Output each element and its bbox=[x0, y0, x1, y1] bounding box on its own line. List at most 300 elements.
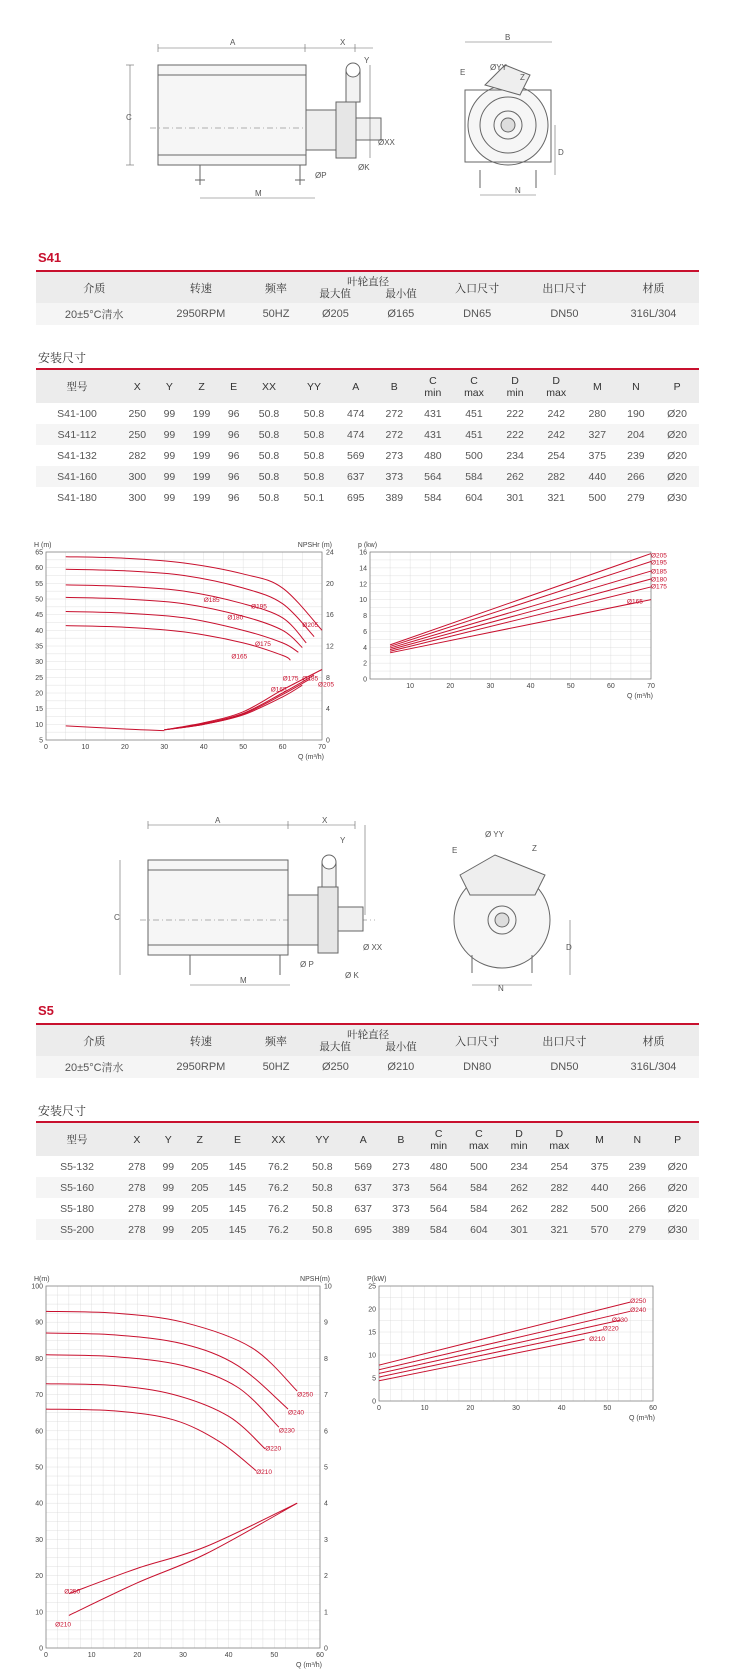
spec-cell: 50HZ bbox=[249, 303, 302, 325]
dim-header: Y bbox=[156, 1123, 181, 1156]
table-cell: 50.8 bbox=[300, 1177, 344, 1198]
table-cell: Ø30 bbox=[656, 1219, 699, 1240]
series-label: Ø180 bbox=[651, 576, 667, 584]
dim-header bbox=[420, 1123, 458, 1156]
x-tick-label: 40 bbox=[199, 744, 208, 751]
dim-z-label: Z bbox=[520, 73, 525, 82]
x-tick-label: 50 bbox=[566, 683, 575, 690]
npsh-line-Ø185 bbox=[164, 675, 314, 730]
y2-tick-label: 6 bbox=[324, 1428, 328, 1436]
series-label: Ø205 bbox=[651, 552, 667, 560]
chart-grid bbox=[46, 1286, 320, 1648]
spec-cell: DN80 bbox=[434, 1056, 521, 1078]
chart-grid bbox=[46, 552, 322, 740]
dim-yy-label: ØYY bbox=[490, 63, 507, 72]
table-cell: 99 bbox=[156, 1198, 181, 1219]
y-tick-label: 10 bbox=[368, 1352, 376, 1360]
dim-header-top: C bbox=[429, 374, 437, 387]
table-cell: 239 bbox=[617, 445, 656, 466]
s5-power-chart bbox=[362, 1268, 682, 1428]
series-label: Ø220 bbox=[265, 1445, 282, 1453]
spec-header-group bbox=[303, 272, 434, 303]
dim-p-label: ØP bbox=[315, 171, 327, 180]
spec-header: 最大值 bbox=[319, 1040, 351, 1053]
y2-axis-label: NPSHr (m) bbox=[297, 542, 332, 549]
table-cell: 474 bbox=[336, 424, 375, 445]
s5-dim-title: 安装尺寸 bbox=[38, 1104, 87, 1118]
table-cell: 321 bbox=[538, 1219, 581, 1240]
table-cell: 278 bbox=[118, 1198, 156, 1219]
table-row bbox=[36, 1219, 699, 1240]
series-label: Ø185 bbox=[651, 568, 667, 576]
table-cell: 50.8 bbox=[300, 1198, 344, 1219]
x-tick-label: 60 bbox=[606, 683, 615, 690]
spec-cell: Ø165 bbox=[368, 303, 433, 325]
x-tick-label: 40 bbox=[526, 683, 535, 690]
dim-header bbox=[458, 1123, 501, 1156]
x-tick-label: 20 bbox=[120, 744, 129, 751]
s41-dim-table bbox=[36, 370, 699, 508]
table-cell: 637 bbox=[344, 1177, 382, 1198]
dim-header-top: D bbox=[515, 1127, 523, 1140]
table-cell: 254 bbox=[534, 445, 578, 466]
y2-tick-label: 9 bbox=[324, 1319, 328, 1327]
table-cell: 637 bbox=[336, 466, 375, 487]
dim-b-label: B bbox=[505, 33, 511, 42]
spec-header-group bbox=[303, 1025, 434, 1056]
spec-cell: 316L/304 bbox=[608, 303, 699, 325]
spec-header: 叶轮直径 bbox=[347, 275, 390, 288]
dim-header-bottom: max bbox=[464, 386, 484, 399]
table-cell: 584 bbox=[458, 1177, 501, 1198]
table-cell: 205 bbox=[181, 1177, 219, 1198]
table-cell: S5-180 bbox=[36, 1198, 118, 1219]
spec-header: 叶轮直径 bbox=[347, 1028, 390, 1041]
table-cell: Ø20 bbox=[656, 1177, 699, 1198]
table-cell: 250 bbox=[118, 424, 157, 445]
s41-power-chart bbox=[360, 532, 680, 707]
x-tick-label: 10 bbox=[406, 683, 415, 690]
dim-header-bottom: max bbox=[468, 1139, 489, 1152]
npsh-label: Ø210 bbox=[55, 1621, 72, 1629]
y2-tick-label: 7 bbox=[324, 1392, 328, 1400]
y2-tick-label: 16 bbox=[326, 612, 334, 620]
y-tick-label: 5 bbox=[39, 737, 43, 745]
table-row bbox=[36, 466, 699, 487]
table-cell: 96 bbox=[221, 403, 247, 424]
dim-x-label: X bbox=[340, 38, 346, 47]
x-tick-label: 50 bbox=[270, 1652, 279, 1659]
chart-grid bbox=[370, 552, 651, 679]
table-cell: 584 bbox=[458, 1198, 501, 1219]
table-cell: Ø30 bbox=[655, 487, 699, 508]
table-cell: 273 bbox=[375, 445, 414, 466]
x-tick-label: 60 bbox=[649, 1405, 657, 1412]
y-tick-label: 5 bbox=[372, 1375, 376, 1383]
s5-head-chart bbox=[30, 1268, 365, 1673]
table-cell: 234 bbox=[500, 1156, 538, 1177]
table-cell: 145 bbox=[219, 1219, 257, 1240]
dim-header-bottom: max bbox=[546, 386, 567, 399]
series-line-Ø230 bbox=[379, 1320, 621, 1373]
table-cell: 321 bbox=[534, 487, 578, 508]
y-tick-label: 10 bbox=[35, 721, 43, 729]
x-tick-label: 50 bbox=[603, 1405, 612, 1412]
s41-side-drawing bbox=[120, 30, 564, 215]
y-tick-label: 90 bbox=[35, 1319, 43, 1327]
table-cell: 199 bbox=[182, 424, 221, 445]
table-cell: 254 bbox=[538, 1156, 581, 1177]
table-cell: 99 bbox=[157, 445, 183, 466]
series-label: Ø210 bbox=[256, 1469, 272, 1477]
x-axis-label: Q (m³/h) bbox=[626, 693, 653, 700]
x-tick-label: 20 bbox=[133, 1652, 142, 1659]
table-cell: 250 bbox=[118, 403, 157, 424]
y-tick-label: 80 bbox=[35, 1355, 43, 1363]
table-cell: 50.8 bbox=[292, 466, 337, 487]
y-tick-label: 10 bbox=[35, 1609, 43, 1617]
series-label: Ø240 bbox=[630, 1307, 647, 1315]
table-cell: 282 bbox=[538, 1177, 581, 1198]
y-tick-label: 60 bbox=[35, 565, 43, 573]
dim-header: E bbox=[221, 370, 247, 403]
dim-header: Z bbox=[181, 1123, 219, 1156]
spec-header: 最小值 bbox=[385, 287, 417, 300]
table-cell: 50.8 bbox=[292, 445, 337, 466]
x-tick-label: 20 bbox=[446, 683, 455, 690]
spec-header: 转速 bbox=[152, 272, 249, 303]
y-tick-label: 25 bbox=[35, 674, 43, 682]
dim-header: 型号 bbox=[36, 370, 118, 403]
table-cell: 199 bbox=[182, 445, 221, 466]
y2-tick-label: 0 bbox=[326, 737, 330, 745]
x-tick-label: 30 bbox=[512, 1405, 520, 1412]
spec-header: 材质 bbox=[608, 1025, 699, 1056]
dim-header: A bbox=[344, 1123, 382, 1156]
spec-cell: DN50 bbox=[521, 1056, 608, 1078]
table-cell: 50.1 bbox=[292, 487, 337, 508]
x-tick-label: 10 bbox=[87, 1652, 96, 1659]
x-tick-label: 60 bbox=[278, 744, 287, 751]
series-label: Ø205 bbox=[302, 622, 319, 630]
series-label: Ø180 bbox=[227, 614, 244, 622]
y-axis-label: p (kw) bbox=[358, 542, 378, 549]
y-tick-label: 12 bbox=[359, 581, 367, 589]
table-cell: 99 bbox=[157, 466, 183, 487]
table-row bbox=[36, 403, 699, 424]
dim-header-bottom: min bbox=[430, 1139, 448, 1152]
dim-header-bottom: max bbox=[549, 1139, 570, 1152]
table-cell: 50.8 bbox=[247, 466, 292, 487]
x-tick-label: 40 bbox=[557, 1405, 566, 1412]
dim-header-top: D bbox=[552, 374, 560, 387]
table-cell: 145 bbox=[219, 1177, 257, 1198]
table-cell: 234 bbox=[496, 445, 535, 466]
dim-n-label: N bbox=[498, 984, 504, 993]
table-cell: 266 bbox=[618, 1198, 656, 1219]
x-tick-label: 30 bbox=[486, 683, 495, 690]
dim-header bbox=[538, 1123, 581, 1156]
table-cell: 50.8 bbox=[247, 424, 292, 445]
dim-header: XX bbox=[247, 370, 292, 403]
x-axis-label: Q (m³/h) bbox=[628, 1415, 655, 1422]
dim-header bbox=[496, 370, 535, 403]
table-cell: 695 bbox=[344, 1219, 382, 1240]
table-cell: S5-160 bbox=[36, 1177, 118, 1198]
table-cell: S41-132 bbox=[36, 445, 118, 466]
spec-header: 材质 bbox=[608, 272, 699, 303]
table-cell: 282 bbox=[534, 466, 578, 487]
x-tick-label: 70 bbox=[318, 744, 326, 751]
dim-header bbox=[500, 1123, 538, 1156]
dim-a-label: A bbox=[215, 816, 221, 825]
dim-header: A bbox=[336, 370, 375, 403]
s41-dim-title: 安装尺寸 bbox=[38, 351, 87, 365]
table-cell: S41-100 bbox=[36, 403, 118, 424]
dim-c-label: C bbox=[126, 113, 132, 122]
dim-e-label: E bbox=[452, 846, 458, 855]
y-tick-label: 60 bbox=[35, 1428, 43, 1436]
series-label: Ø165 bbox=[231, 653, 248, 661]
dim-header-top: C bbox=[475, 1127, 483, 1140]
y-tick-label: 100 bbox=[31, 1283, 43, 1291]
table-cell: 278 bbox=[118, 1219, 156, 1240]
y2-tick-label: 10 bbox=[324, 1283, 332, 1291]
table-cell: 204 bbox=[617, 424, 656, 445]
series-line-Ø195 bbox=[390, 562, 651, 647]
table-cell: 480 bbox=[414, 445, 453, 466]
dim-header: X bbox=[118, 1123, 156, 1156]
series-label: Ø195 bbox=[251, 603, 267, 611]
table-cell: 50.8 bbox=[300, 1219, 344, 1240]
table-cell: 50.8 bbox=[292, 424, 337, 445]
spec-header: 频率 bbox=[249, 272, 302, 303]
y2-tick-label: 1 bbox=[324, 1609, 328, 1617]
series-label: Ø240 bbox=[288, 1409, 304, 1417]
dim-header: Z bbox=[182, 370, 221, 403]
dim-header-bottom: min bbox=[510, 1139, 528, 1152]
y-tick-label: 0 bbox=[372, 1398, 376, 1406]
x-tick-label: 0 bbox=[377, 1405, 381, 1412]
table-cell: 145 bbox=[219, 1198, 257, 1219]
s5-side-drawing bbox=[100, 815, 570, 995]
table-cell: 76.2 bbox=[256, 1198, 300, 1219]
dim-header: B bbox=[382, 1123, 420, 1156]
table-cell: 375 bbox=[581, 1156, 619, 1177]
spec-header: 介质 bbox=[36, 1025, 152, 1056]
y2-tick-label: 4 bbox=[324, 1500, 328, 1508]
table-row bbox=[36, 1156, 699, 1177]
series-label: Ø185 bbox=[203, 597, 220, 605]
table-cell: 273 bbox=[382, 1156, 420, 1177]
series-label: Ø165 bbox=[626, 598, 643, 606]
y2-axis-label: NPSH(m) bbox=[300, 1276, 330, 1283]
table-cell: 564 bbox=[420, 1177, 458, 1198]
dim-header: P bbox=[655, 370, 699, 403]
y-tick-label: 20 bbox=[35, 1573, 43, 1581]
series-label: Ø220 bbox=[602, 1325, 619, 1333]
series-label: Ø175 bbox=[254, 641, 271, 648]
dim-header: N bbox=[618, 1123, 656, 1156]
npsh-label: Ø165 bbox=[270, 686, 287, 694]
table-cell: 205 bbox=[181, 1219, 219, 1240]
series-label: Ø250 bbox=[297, 1391, 314, 1399]
dim-header: XX bbox=[256, 1123, 300, 1156]
table-cell: 99 bbox=[157, 487, 183, 508]
x-tick-label: 20 bbox=[466, 1405, 475, 1412]
dim-header: B bbox=[375, 370, 414, 403]
y-tick-label: 40 bbox=[35, 627, 43, 635]
table-cell: 564 bbox=[414, 466, 453, 487]
table-cell: S41-180 bbox=[36, 487, 118, 508]
s41-spec-table bbox=[36, 272, 699, 325]
table-cell: S5-200 bbox=[36, 1219, 118, 1240]
table-cell: 604 bbox=[452, 487, 496, 508]
table-cell: 440 bbox=[581, 1177, 619, 1198]
dim-header-top: C bbox=[470, 374, 478, 387]
dim-header-top: C bbox=[434, 1127, 443, 1140]
y-tick-label: 50 bbox=[35, 1464, 43, 1472]
table-cell: 99 bbox=[157, 403, 183, 424]
y-axis-label: H(m) bbox=[34, 1276, 50, 1283]
table-cell: 279 bbox=[618, 1219, 656, 1240]
series-label: Ø230 bbox=[611, 1316, 628, 1324]
npsh-label: Ø185 bbox=[302, 675, 319, 683]
dim-header: N bbox=[617, 370, 656, 403]
table-cell: S41-160 bbox=[36, 466, 118, 487]
series-label: Ø175 bbox=[651, 583, 667, 591]
table-cell: 373 bbox=[375, 466, 414, 487]
s5-model-label: S5 bbox=[38, 1003, 54, 1018]
dim-y-label: Y bbox=[340, 836, 346, 845]
y2-tick-label: 24 bbox=[326, 549, 334, 557]
table-cell: 564 bbox=[420, 1198, 458, 1219]
dim-d-label: D bbox=[566, 943, 572, 952]
table-cell: 300 bbox=[118, 487, 157, 508]
table-cell: 266 bbox=[617, 466, 656, 487]
table-cell: 282 bbox=[118, 445, 157, 466]
y2-tick-label: 4 bbox=[326, 706, 330, 714]
npsh-label: Ø205 bbox=[318, 681, 334, 689]
table-cell: 145 bbox=[219, 1156, 257, 1177]
dim-header: 型号 bbox=[36, 1123, 118, 1156]
dim-k-label: ØK bbox=[358, 163, 370, 172]
table-cell: 222 bbox=[496, 424, 535, 445]
table-cell: 199 bbox=[182, 403, 221, 424]
table-cell: 431 bbox=[414, 403, 453, 424]
dim-header-bottom: min bbox=[506, 386, 524, 399]
table-cell: Ø20 bbox=[655, 424, 699, 445]
dim-c-label: C bbox=[114, 913, 120, 922]
table-row bbox=[36, 445, 699, 466]
table-cell: S41-112 bbox=[36, 424, 118, 445]
x-tick-label: 60 bbox=[316, 1652, 324, 1659]
table-cell: 301 bbox=[496, 487, 535, 508]
x-axis-label: Q (m³/h) bbox=[297, 754, 324, 761]
table-cell: 451 bbox=[452, 424, 496, 445]
dim-header: M bbox=[578, 370, 617, 403]
dim-a-label: A bbox=[230, 38, 236, 47]
table-cell: 280 bbox=[578, 403, 617, 424]
dim-k-label: Ø K bbox=[345, 971, 359, 980]
table-cell: 500 bbox=[581, 1198, 619, 1219]
dim-header: P bbox=[656, 1123, 699, 1156]
y2-tick-label: 2 bbox=[324, 1573, 328, 1581]
table-cell: 262 bbox=[496, 466, 535, 487]
series-line-Ø230 bbox=[46, 1355, 279, 1427]
table-cell: 604 bbox=[458, 1219, 501, 1240]
table-cell: 76.2 bbox=[256, 1219, 300, 1240]
table-cell: 584 bbox=[420, 1219, 458, 1240]
table-cell: 272 bbox=[375, 424, 414, 445]
x-tick-label: 50 bbox=[239, 744, 248, 751]
dim-header: E bbox=[219, 1123, 257, 1156]
dim-header bbox=[414, 370, 453, 403]
y-tick-label: 50 bbox=[35, 596, 43, 604]
dim-y-label: Y bbox=[364, 56, 370, 65]
table-cell: 569 bbox=[336, 445, 375, 466]
y-tick-label: 2 bbox=[363, 660, 367, 668]
spec-cell: DN65 bbox=[434, 303, 521, 325]
y-tick-label: 4 bbox=[363, 644, 367, 652]
table-cell: 99 bbox=[156, 1156, 181, 1177]
dim-z-label: Z bbox=[532, 844, 537, 853]
table-cell: 96 bbox=[221, 424, 247, 445]
table-cell: 242 bbox=[534, 403, 578, 424]
table-cell: S5-132 bbox=[36, 1156, 118, 1177]
dim-e-label: E bbox=[460, 68, 466, 77]
y-tick-label: 8 bbox=[363, 613, 367, 620]
y2-tick-label: 3 bbox=[324, 1536, 328, 1544]
y2-tick-label: 5 bbox=[324, 1464, 328, 1472]
table-cell: 375 bbox=[578, 445, 617, 466]
table-row bbox=[36, 424, 699, 445]
table-cell: 440 bbox=[578, 466, 617, 487]
series-line-Ø240 bbox=[46, 1333, 288, 1409]
table-cell: Ø20 bbox=[655, 466, 699, 487]
table-cell: 584 bbox=[452, 466, 496, 487]
spec-cell: Ø250 bbox=[303, 1056, 368, 1078]
x-tick-label: 10 bbox=[81, 744, 90, 751]
table-cell: 500 bbox=[458, 1156, 501, 1177]
series-line-Ø175 bbox=[390, 587, 651, 651]
dim-header: M bbox=[581, 1123, 619, 1156]
table-cell: Ø20 bbox=[655, 445, 699, 466]
table-cell: 474 bbox=[336, 403, 375, 424]
spec-header: 出口尺寸 bbox=[521, 1025, 608, 1056]
table-cell: 50.8 bbox=[300, 1156, 344, 1177]
dim-header: YY bbox=[292, 370, 337, 403]
spec-cell: Ø210 bbox=[368, 1056, 433, 1078]
spec-cell: Ø205 bbox=[303, 303, 368, 325]
npsh-base-line bbox=[66, 726, 165, 731]
x-tick-label: 40 bbox=[224, 1652, 233, 1659]
x-axis-label: Q (m³/h) bbox=[295, 1662, 322, 1669]
table-cell: 301 bbox=[500, 1219, 538, 1240]
x-tick-label: 0 bbox=[44, 744, 48, 751]
spec-cell: 316L/304 bbox=[608, 1056, 699, 1078]
table-cell: 279 bbox=[617, 487, 656, 508]
table-cell: 373 bbox=[382, 1177, 420, 1198]
table-cell: 570 bbox=[581, 1219, 619, 1240]
y-tick-label: 40 bbox=[35, 1500, 43, 1508]
spec-cell: 20±5°C清水 bbox=[36, 1056, 152, 1078]
s41-head-chart bbox=[30, 532, 360, 770]
series-label: Ø195 bbox=[651, 559, 667, 567]
s5-dim-table bbox=[36, 1123, 699, 1240]
dim-n-label: N bbox=[515, 186, 521, 195]
table-cell: 222 bbox=[496, 403, 535, 424]
